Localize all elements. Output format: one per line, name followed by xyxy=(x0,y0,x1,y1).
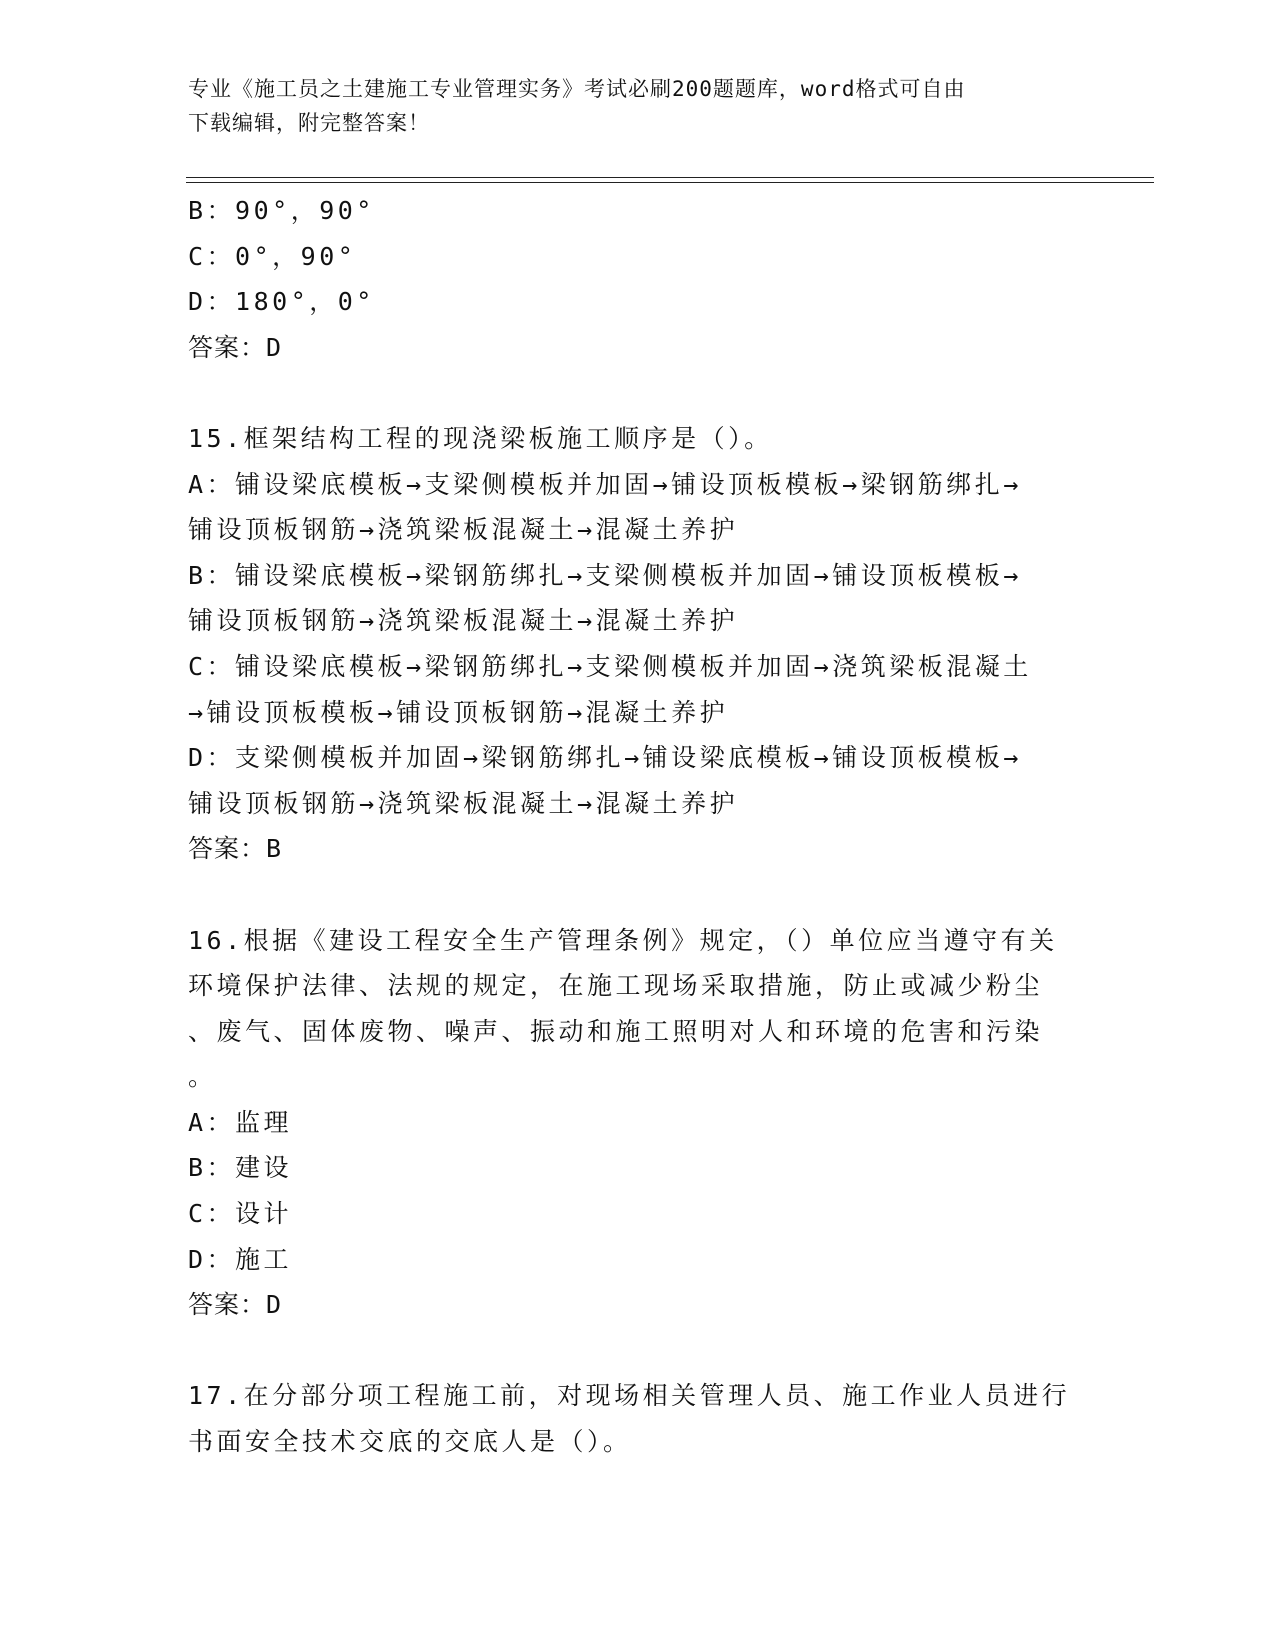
question-16 xyxy=(188,918,1088,1328)
q16-stem-line-2: 环境保护法律、法规的规定，在施工现场采取措施，防止或减少粉尘 xyxy=(188,971,1044,1001)
q15-answer: 答案：B xyxy=(188,834,283,864)
q15-option-a-line-1: A：铺设梁底模板→支梁侧模板并加固→铺设顶板模板→梁钢筋绑扎→ xyxy=(188,469,1022,499)
q16-option-c: C：设计 xyxy=(188,1199,293,1229)
spacer xyxy=(188,370,1088,416)
q14-option-d: D：180°，0° xyxy=(188,287,375,317)
q15-option-c-line-1: C：铺设梁底模板→梁钢筋绑扎→支梁侧模板并加固→浇筑梁板混凝土 xyxy=(188,651,1032,681)
q15-option-b-line-2: 铺设顶板钢筋→浇筑梁板混凝土→混凝土养护 xyxy=(188,606,739,636)
q14-option-b: B：90°，90° xyxy=(188,196,375,225)
q15-option-d-line-1: D：支梁侧模板并加固→梁钢筋绑扎→铺设梁底模板→铺设顶板模板→ xyxy=(188,743,1022,773)
q15-option-d-line-2: 铺设顶板钢筋→浇筑梁板混凝土→混凝土养护 xyxy=(188,788,739,818)
q16-option-d: D：施工 xyxy=(188,1244,293,1274)
q16-answer: 答案：D xyxy=(188,1290,283,1320)
question-14-tail xyxy=(188,188,1088,370)
spacer xyxy=(188,1328,1088,1374)
spacer xyxy=(188,872,1088,918)
q15-option-c-line-2: →铺设顶板模板→铺设顶板钢筋→混凝土养护 xyxy=(188,697,729,727)
question-15 xyxy=(188,416,1088,872)
q16-stem-line-3: 、废气、固体废物、噪声、振动和施工照明对人和环境的危害和污染 xyxy=(188,1016,1044,1046)
question-17 xyxy=(188,1373,1088,1464)
q14-answer: 答案：D xyxy=(188,332,283,362)
q16-stem-line-1: 16.根据《建设工程安全生产管理条例》规定，（）单位应当遵守有关 xyxy=(188,925,1058,955)
question-content xyxy=(188,188,1088,1465)
header-title-line-2: 下载编辑，附完整答案！ xyxy=(188,111,430,135)
q17-stem-line-2: 书面安全技术交底的交底人是（）。 xyxy=(188,1427,632,1457)
header-rule-thin xyxy=(186,177,1154,178)
q14-option-c: C：0°，90° xyxy=(188,241,357,271)
header-title-line-1: 专业《施工员之土建施工专业管理实务》考试必刷200题题库，word格式可自由 xyxy=(188,77,966,101)
q16-stem-line-4: 。 xyxy=(188,1062,217,1092)
header-rule-thick xyxy=(186,182,1154,183)
q16-option-b: B：建设 xyxy=(188,1153,293,1183)
q16-option-a: A：监理 xyxy=(188,1107,293,1137)
q15-option-a-line-2: 铺设顶板钢筋→浇筑梁板混凝土→混凝土养护 xyxy=(188,515,739,545)
q17-stem-line-1: 17.在分部分项工程施工前，对现场相关管理人员、施工作业人员进行 xyxy=(188,1381,1071,1411)
q15-stem: 15.框架结构工程的现浇梁板施工顺序是（）。 xyxy=(188,423,773,453)
q15-option-b-line-1: B：铺设梁底模板→梁钢筋绑扎→支梁侧模板并加固→铺设顶板模板→ xyxy=(188,560,1022,590)
page-header xyxy=(188,72,1088,140)
